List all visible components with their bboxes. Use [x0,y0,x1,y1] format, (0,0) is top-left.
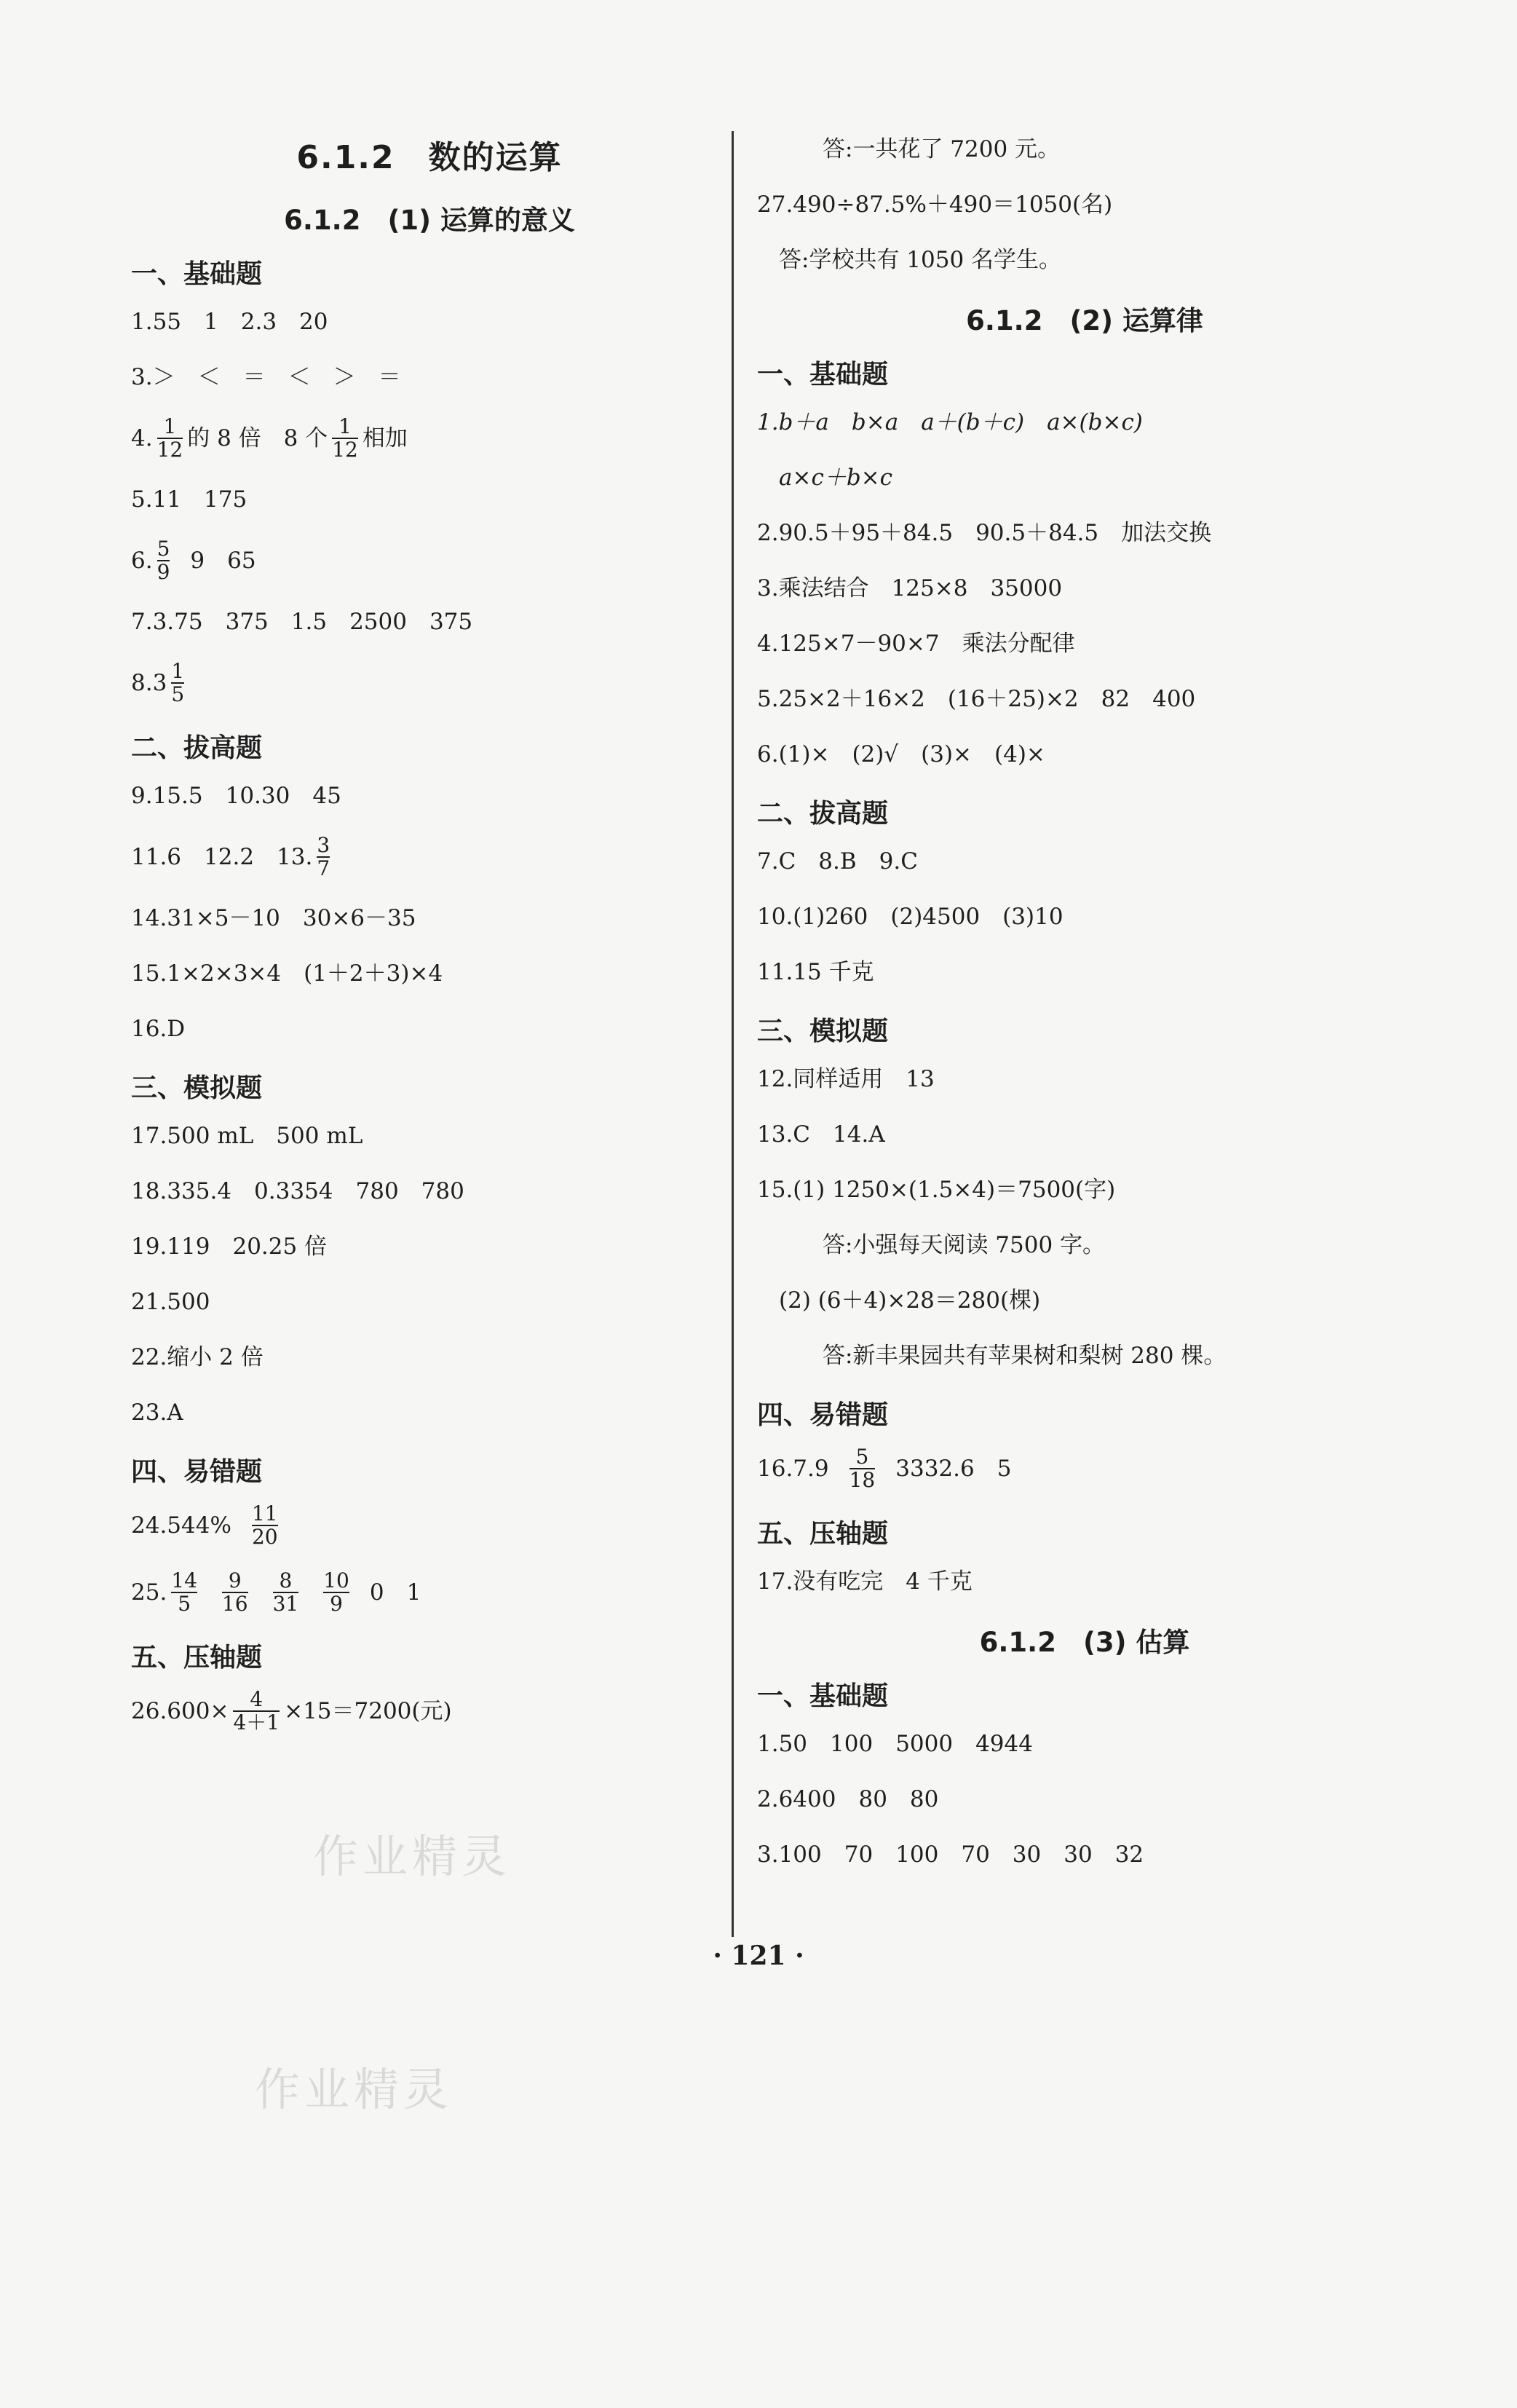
answer-line: 1.55 1 2.3 20 [131,309,328,335]
numerator: 10 [323,1568,349,1592]
right-column [757,133,1412,1893]
answer-text: 的 8 倍 8 个 [187,425,328,451]
answer-line: 27.490÷87.5%＋490＝1050(名) [757,192,1113,218]
section-heading: 二、拔高题 [131,733,263,763]
answer-line [131,416,728,461]
section-heading: 一、基础题 [757,1681,889,1711]
answer-line: 13.C 14.A [757,1121,885,1148]
answer-text: ×15＝7200(元) [284,1698,452,1724]
answer-text: 0 1 [369,1579,421,1606]
numerator: 14 [171,1568,197,1592]
section-heading: 二、拔高题 [757,799,889,829]
answer-line [131,1503,728,1548]
numerator: 1 [338,414,352,438]
answer-line: 15.1×2×3×4 (1＋2＋3)×4 [131,960,443,987]
answer-line: 7.3.75 375 1.5 2500 375 [131,609,473,635]
denominator: 4＋1 [233,1710,280,1734]
numerator: 4 [250,1687,264,1711]
answer-text: 25. [131,1579,167,1606]
numerator: 11 [251,1501,278,1525]
answer-line: 答:学校共有 1050 名学生。 [779,247,1062,273]
answer-line: 6.(1)× (2)√ (3)× (4)× [757,741,1045,767]
fraction [252,1503,278,1548]
section-subtitle: 6.1.2 (3) 估算 [979,1627,1190,1658]
answer-line: 23.A [131,1400,183,1426]
fraction [332,416,358,461]
answer-line: 9.15.5 10.30 45 [131,783,341,809]
answer-line: 5.25×2＋16×2 (16＋25)×2 82 400 [757,686,1196,712]
answer-line [131,660,728,706]
denominator: 18 [849,1468,876,1492]
answer-line: 15.(1) 1250×(1.5×4)＝7500(字) [757,1177,1116,1203]
denominator: 12 [332,438,358,462]
numerator: 8 [279,1568,293,1592]
numerator: 5 [157,537,170,561]
answer-line: 11.15 千克 [757,959,874,985]
answer-line [757,1446,1412,1491]
page-title: 6.1.2 数的运算 [296,139,563,176]
answer-line [131,538,728,583]
fraction [222,1570,248,1615]
numerator: 1 [171,659,185,683]
section-heading: 四、易错题 [757,1400,889,1430]
watermark: 作业精灵 [255,2063,453,2116]
answer-line: 4.125×7－90×7 乘法分配律 [757,631,1075,657]
answer-text: 24.544% [131,1512,231,1539]
denominator: 9 [330,1592,343,1616]
section-heading: 一、基础题 [757,360,889,390]
answer-line: 10.(1)260 (2)4500 (3)10 [757,904,1064,930]
answer-line: 21.500 [131,1289,210,1315]
answer-line: 19.119 20.25 倍 [131,1233,328,1260]
section-heading: 四、易错题 [131,1457,263,1487]
answer-line: 答:小强每天阅读 7500 字。 [823,1232,1106,1258]
answer-line: 18.335.4 0.3354 780 780 [131,1178,464,1204]
answer-line: 17.500 mL 500 mL [131,1123,363,1149]
watermark: 作业精灵 [313,1830,512,1883]
section-heading: 五、压轴题 [757,1519,889,1549]
answer-line: 3.100 70 100 70 30 30 32 [757,1841,1144,1868]
denominator: 31 [272,1592,299,1616]
denominator: 5 [178,1592,191,1616]
answer-line: 12.同样适用 13 [757,1066,935,1092]
fraction [317,834,330,880]
page-number: · 121 · [713,1941,804,1971]
left-column [131,109,728,1756]
section-heading: 一、基础题 [131,259,263,289]
denominator: 16 [221,1592,248,1616]
fraction [233,1689,280,1734]
answer-line: 2.90.5＋95＋84.5 90.5＋84.5 加法交换 [757,520,1212,546]
denominator: 20 [251,1525,278,1549]
answer-line: 5.11 175 [131,486,247,513]
column-divider [732,131,734,1937]
answer-line [131,1689,728,1734]
answer-line: a×c＋b×c [779,465,892,491]
answer-line: 7.C 8.B 9.C [757,848,918,875]
answer-line: 2.6400 80 80 [757,1786,939,1812]
answer-text: 4. [131,425,153,451]
answer-line: 3.乘法结合 125×8 35000 [757,575,1063,601]
answer-line: 22.缩小 2 倍 [131,1344,264,1370]
answer-line: 17.没有吃完 4 千克 [757,1568,973,1595]
answer-line: 1.b＋a b×a a＋(b＋c) a×(b×c) [757,409,1143,435]
answer-line [131,834,728,880]
fraction [323,1570,349,1615]
answer-text: 相加 [362,425,408,451]
answer-line: 答:一共花了 7200 元。 [823,136,1061,162]
fraction [171,660,184,706]
fraction [157,416,183,461]
answer-text: 6. [131,548,153,574]
answer-line: 16.D [131,1016,186,1042]
denominator: 5 [171,682,185,706]
answer-text: 9 65 [190,548,256,574]
answer-text: 3332.6 5 [895,1456,1012,1482]
denominator: 12 [157,438,183,462]
answer-text: 16.7.9 [757,1456,829,1482]
answer-text: 8.3 [131,670,167,696]
numerator: 9 [228,1568,242,1592]
answer-line: 14.31×5－10 30×6－35 [131,905,416,931]
answer-text: 11.6 12.2 13. [131,844,313,870]
numerator: 1 [163,414,177,438]
fraction [157,538,170,583]
answer-line [131,1570,728,1615]
fraction [171,1570,197,1615]
answer-text: 26.600× [131,1698,229,1724]
fraction [849,1446,876,1491]
fraction [273,1570,299,1615]
answer-line: 答:新丰果园共有苹果树和梨树 280 棵。 [823,1343,1227,1369]
section-subtitle: 6.1.2 (2) 运算律 [966,305,1203,336]
section-subtitle: 6.1.2 (1) 运算的意义 [284,205,575,236]
answer-line: (2) (6＋4)×28＝280(棵) [779,1287,1041,1314]
answer-line: 1.50 100 5000 4944 [757,1731,1033,1757]
answer-line: 3.＞ ＜ ＝ ＜ ＞ ＝ [131,364,401,390]
numerator: 5 [855,1445,869,1469]
denominator: 7 [317,856,330,880]
section-heading: 五、压轴题 [131,1643,263,1673]
denominator: 9 [157,560,170,584]
section-heading: 三、模拟题 [131,1073,263,1103]
numerator: 3 [317,833,330,857]
section-heading: 三、模拟题 [757,1017,889,1046]
